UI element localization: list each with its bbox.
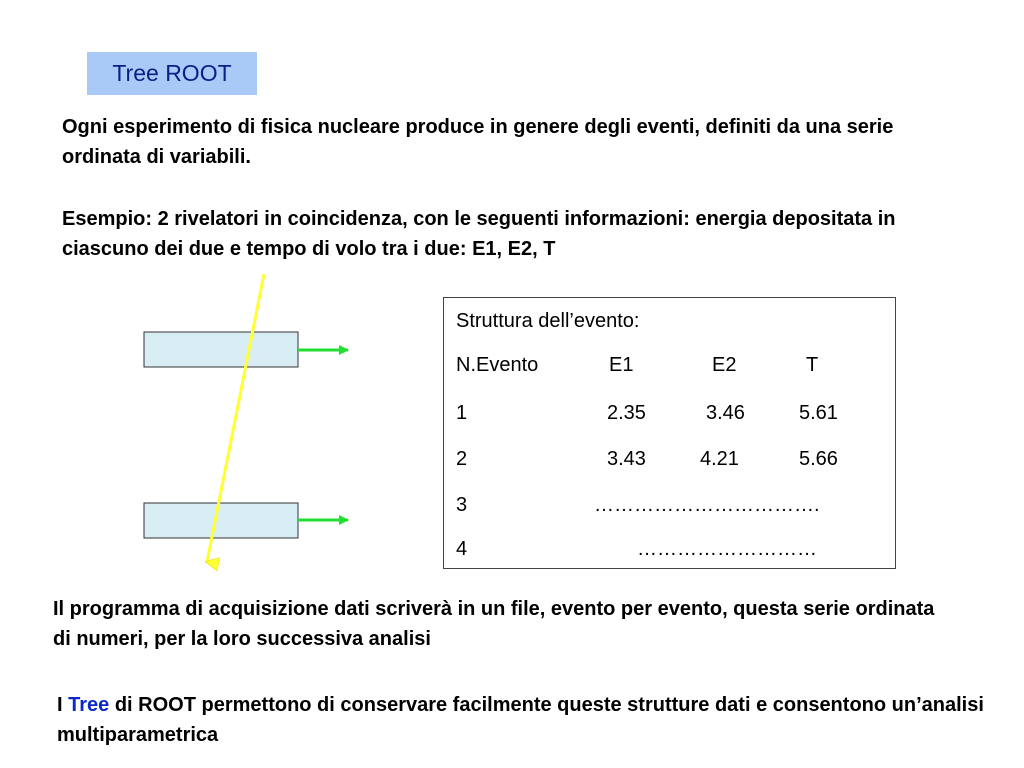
header-e1: E1 xyxy=(609,354,634,376)
example-paragraph: Esempio: 2 rivelatori in coincidenza, con le seguenti informazioni: energia depositata in ciascuno dei due e tempo di volo tra i due: E1, E2, T xyxy=(62,208,896,260)
tree-keyword: Tree xyxy=(68,694,110,716)
particle-track xyxy=(207,274,264,562)
event-structure-title: Struttura dell’evento: xyxy=(456,310,640,332)
row-1-n: 1 xyxy=(456,402,468,424)
acquisition-paragraph: Il programma di acquisizione dati scriverà in un file, evento per evento, questa serie ordinata di numeri, per la loro successiva analisi xyxy=(53,598,935,650)
header-e2: E2 xyxy=(712,354,737,376)
row-3-dots: ……………………………. xyxy=(594,494,820,516)
intro-paragraph: Ogni esperimento di fisica nucleare produce in genere degli eventi, definiti da una serie ordinata di variabili. xyxy=(62,116,894,168)
header-n-evento: N.Evento xyxy=(456,354,539,376)
tree-suffix: di ROOT permettono di conservare facilmente queste strutture dati e consentono un’analisi multiparametrica xyxy=(57,694,984,746)
row-1-t: 5.61 xyxy=(799,402,838,424)
slide-title: Tree ROOT xyxy=(87,52,257,95)
row-2-n: 2 xyxy=(456,448,468,470)
row-2-e2: 4.21 xyxy=(700,448,739,470)
detector-top xyxy=(144,332,298,367)
tree-prefix: I xyxy=(57,694,69,716)
row-4-n: 4 xyxy=(456,538,468,560)
row-4-dots: ……………………… xyxy=(637,538,817,560)
row-3-n: 3 xyxy=(456,494,468,516)
header-t: T xyxy=(806,354,819,376)
row-1-e2: 3.46 xyxy=(706,402,745,424)
detector-bottom xyxy=(144,503,298,538)
tree-paragraph xyxy=(57,690,997,750)
event-structure-box xyxy=(443,297,896,569)
row-2-t: 5.66 xyxy=(799,448,838,470)
row-1-e1: 2.35 xyxy=(607,402,646,424)
row-2-e1: 3.43 xyxy=(607,448,646,470)
